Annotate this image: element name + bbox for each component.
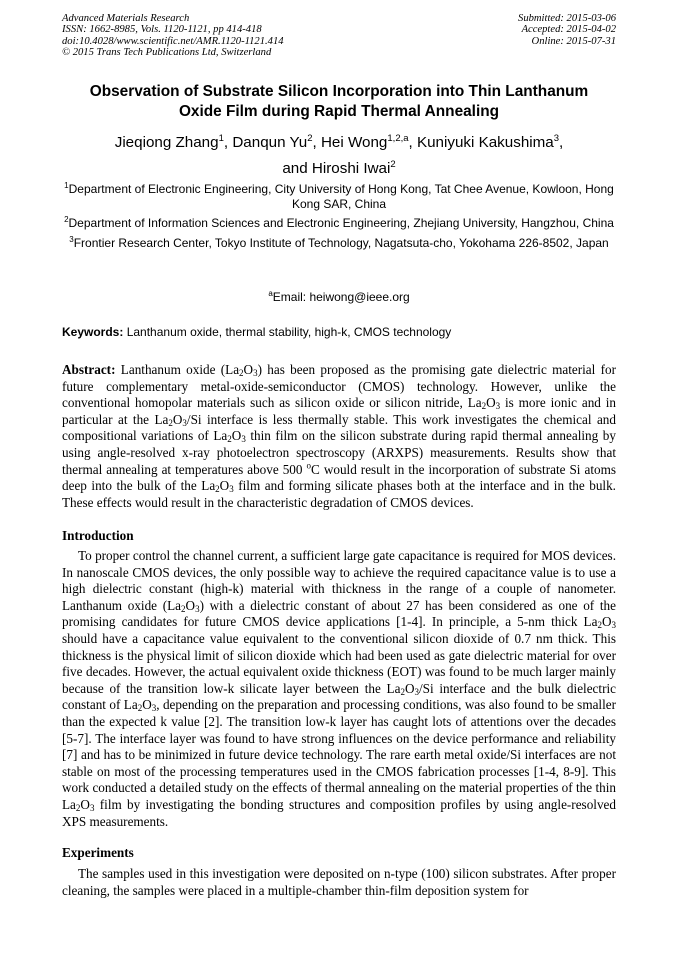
author-separator: , — [559, 134, 564, 151]
subscript-text: 2 — [481, 401, 487, 412]
email-text[interactable]: Email: heiwong@ieee.org — [272, 290, 410, 304]
affiliation-marker: 3 — [69, 234, 74, 244]
keywords-label: Keywords: — [62, 325, 124, 339]
subscript-text: 3 — [195, 603, 200, 614]
author-affil-marker: 3 — [553, 132, 560, 144]
subscript-text: 3 — [414, 686, 419, 697]
affiliation-text: Frontier Research Center, Tokyo Institute of Technology, Nagatsuta-cho, Yokohama 226-8502, Japan — [73, 235, 609, 250]
introduction-heading: Introduction — [62, 528, 134, 543]
email-marker: a — [268, 289, 273, 298]
abstract-label: Abstract: — [62, 362, 116, 377]
subscript-text: 2 — [227, 434, 232, 445]
author-separator: , — [408, 134, 417, 151]
journal-issn: ISSN: 1662-8985, Vols. 1120-1121, pp 414-418 — [62, 24, 262, 36]
author-line-2 — [62, 156, 616, 182]
author-affil-marker: 2 — [390, 158, 396, 170]
subscript-text: 3 — [229, 484, 234, 495]
author-name: Hiroshi Iwai — [311, 160, 391, 177]
author-name: Jieqiong Zhang — [114, 134, 219, 151]
author-affil-marker: 1,2,a — [387, 132, 409, 144]
subscript-text: 3 — [253, 368, 258, 378]
affiliation-marker: 2 — [64, 215, 69, 225]
journal-copyright: © 2015 Trans Tech Publications Ltd, Switzerland — [62, 47, 272, 59]
author-name: Danqun Yu — [232, 134, 308, 151]
affiliation-item — [62, 216, 616, 231]
subscript-text: 2 — [137, 703, 143, 714]
journal-name: Advanced Materials Research — [62, 13, 190, 24]
subscript-text: 3 — [182, 417, 187, 428]
journal-header-left — [62, 13, 284, 59]
author-name: Kuniyuki Kakushima — [416, 134, 554, 151]
submitted-date: Submitted: 2015-03-06 — [518, 13, 616, 24]
journal-header-right — [518, 13, 616, 47]
affiliation-item — [62, 182, 616, 212]
author-name: Hei Wong — [320, 134, 388, 151]
subscript-text: 2 — [75, 802, 81, 813]
author-separator: , — [223, 134, 233, 151]
author-and: and — [282, 160, 312, 177]
subscript-text: 3 — [241, 434, 246, 445]
introduction-paragraph: To proper control the channel current, a sufficient large gate capacitance is required for MOS devices. In nanoscale CMOS devices, the only possible way to achieve the required capacitance value is to use a high dielectric constant (high-k) material with thickness in the range of a couple of nanometer. Lanthanum oxide $(La_2O_3)$ with a dielectric constant of about 27 has been considered as one of the promising candidates for future CMOS device applications [1-4]. In principle, a 5-nm thick $La_2O_3$ should have a capacitance value equivalent to the conventional silicon dioxide of 0.7 nm thick. This thickness is the physical limit of silicon dioxide which had been used as gate dielectric material for over five decades. However, the actual equivalent oxide thickness (EOT) was found to be much larger mainly because of the transition low-k silicate layer between the $La_2O_3/Si$ interface and the bulk dielectric constant of $La_2O_3$, depending on the preparation and processing conditions, was also found to be smaller than the expected k value [2]. The transition low-k layer has caught lots of attentions over the decades [5-7]. The interface layer was found to have strong influences on the device performance and reliability [7] and has to be minimized in future device technology. The rare earth metal oxide/Si interfaces are not stable on most of the processing temperatures used in the CMOS fabrication processes [1-4, 8-9]. This work conducted a detailed study on the effects of thermal annealing on the material properties of the thin $La_2O_3$ film by investigating the bonding structures and composition profiles by using angle-resolved XPS measurements. — [62, 548, 616, 829]
affiliation-text: Department of Electronic Engineering, City University of Hong Kong, Tat Chee Avenue, Kowloon, Hong Kong SAR, China — [68, 182, 614, 212]
online-date: Online: 2015-07-31 — [531, 35, 616, 47]
subscript-text: 3 — [89, 802, 95, 813]
subscript-text: 2 — [181, 603, 186, 614]
abstract-text: Lanthanum oxide $(La_2O_3)$ has been proposed as the promising gate dielectric material for future complementary metal-oxide-semiconductor (CMOS) technology. However, unlike the conventional homopolar materials such as silicon oxide or silicon nitride, $La_2O_3$ is more ionic and in particular at the $La_2O_3/Si$ interface is less thermally stable. This work investigates the chemical and compositional variations of $La_2O_3$ thin film on the silicon substrate during rapid thermal annealing by using angle-resolved x-ray photoelectron spectroscopy (ARXPS) measurements. Results show that thermal annealing at temperatures above 500 $^o$C would result in the incorporation of substrate Si atoms deep into the bulk of the $La_2O_3$ film and forming silicate phases both at the interface and in the bulk. These effects would result in the characteristic degradation of CMOS devices. — [62, 362, 617, 510]
superscript-text: o — [306, 460, 312, 471]
keywords-text: Lanthanum oxide, thermal stability, high-k, CMOS technology — [126, 325, 452, 339]
experiments-paragraph: The samples used in this investigation were deposited on n-type (100) silicon substrates. After proper cleaning, the samples were placed in a multiple-chamber thin-film deposition system for — [62, 866, 616, 898]
author-list — [62, 130, 616, 182]
subscript-text: 2 — [168, 417, 173, 428]
affiliation-item — [62, 236, 616, 251]
paper-title-line-2: Oxide Film during Rapid Thermal Annealing — [178, 102, 500, 120]
author-affil-marker: 2 — [307, 132, 313, 144]
subscript-text: 2 — [597, 620, 602, 631]
subscript-text: 3 — [151, 703, 157, 714]
journal-doi[interactable]: doi:10.4028/www.scientific.net/AMR.1120-1121.414 — [62, 35, 284, 47]
affiliation-list — [62, 182, 616, 255]
affiliation-marker: 1 — [64, 181, 69, 190]
experiments-heading: Experiments — [62, 845, 134, 860]
subscript-text: 3 — [611, 620, 616, 631]
subscript-text: 2 — [215, 484, 220, 495]
keywords — [62, 325, 616, 340]
author-affil-marker: 1 — [218, 132, 224, 144]
subscript-text: 3 — [495, 401, 501, 412]
paper-title-line-1: Observation of Substrate Silicon Incorporation into Thin Lanthanum — [89, 83, 589, 100]
subscript-text: 2 — [239, 368, 244, 378]
author-line-1 — [62, 130, 616, 156]
accepted-date: Accepted: 2015-04-02 — [521, 24, 616, 36]
paper-title — [62, 82, 616, 121]
author-separator: , — [312, 134, 321, 151]
affiliation-text: Department of Information Sciences and Electronic Engineering, Zhejiang University, Hangzhou, China — [68, 216, 614, 231]
corresponding-email — [62, 290, 616, 305]
abstract — [62, 362, 616, 511]
subscript-text: 2 — [400, 686, 405, 697]
